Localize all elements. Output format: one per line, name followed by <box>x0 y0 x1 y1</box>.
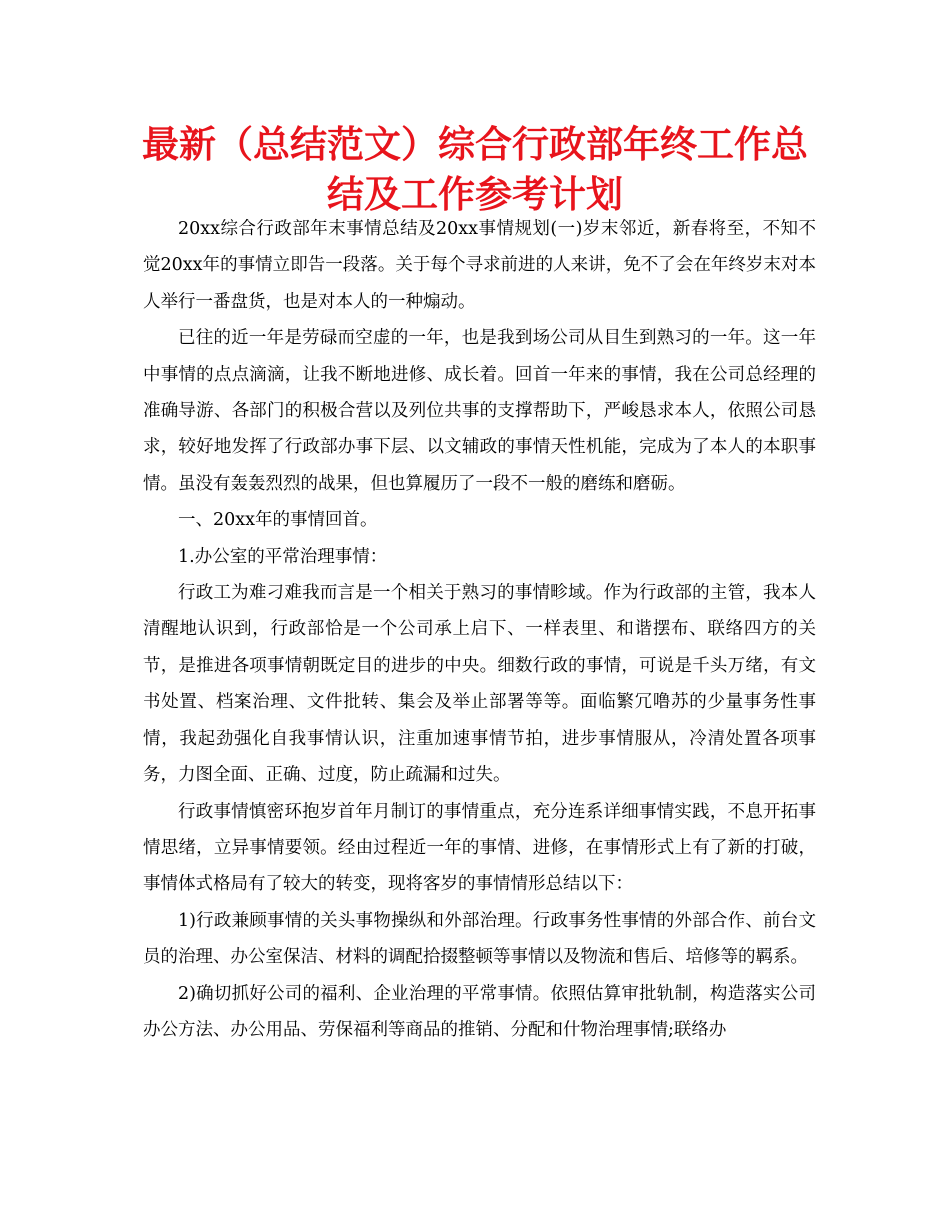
list-item-2: 2)确切抓好公司的福利、企业治理的平常事情。依照估算审批轨制，构造落实公司办公方法、办公用品、劳保福利等商品的推销、分配和什物治理事情;联络办 <box>143 983 816 1040</box>
document-body <box>143 211 816 1048</box>
title-line-1: 最新（总结范文）综合行政部年终工作总 <box>142 123 808 166</box>
paragraph-intro: 20xx综合行政部年末事情总结及20xx事情规划(一)岁末邻近，新春将至，不知不觉20xx年的事情立即告一段落。关于每个寻求前进的人来讲，免不了会在年终岁末对本人举行一番盘货，也是对本人的一种煽动。 <box>143 219 816 312</box>
subheading-office-management: 1.办公室的平常治理事情： <box>178 546 388 567</box>
paragraph-past-year: 已往的近一年是劳碌而空虚的一年，也是我到场公司从目生到熟习的一年。这一年中事情的点点滴滴，让我不断地进修、成长着。回首一年来的事情，我在公司总经理的准确导游、各部门的积极合营以及列位共事的支撑帮助下，严峻恳求本人，依照公司恳求，较好地发挥了行政部办事下层、以文辅政的事情天性机能，完成为了本人的本职事情。虽没有轰轰烈烈的战果，但也算履历了一段不一般的磨练和磨砺。 <box>143 328 816 494</box>
paragraph-admin-work: 行政工为难刁难我而言是一个相关于熟习的事情畛域。作为行政部的主管，我本人清醒地认识到，行政部恰是一个公司承上启下、一样表里、和谐摆布、联络四方的关节，是推进各项事情朝既定目的进步的中央。细数行政的事情，可说是千头万绪，有文书处置、档案治理、文件批转、集会及举止部署等等。面临繁冗噜苏的少量事务性事情，我起劲强化自我事情认识，注重加速事情节拍，进步事情服从，冷清处置各项事务，力图全面、正确、过度，防止疏漏和过失。 <box>143 583 816 786</box>
title-line-2: 结及工作参考计划 <box>327 173 623 216</box>
document-title <box>80 120 870 220</box>
paragraph-work-focus: 行政事情慎密环抱岁首⁯年月制订的事情重点，充分连系详细事情实践，不息开拓事情思绪，立异事情要领。经由过程近一年的事情、进修，在事情形式上有了新的打破，事情体式格局有了较大的转变，现将客岁的事情情形总结以下： <box>143 801 816 895</box>
section-heading-review: 一、20xx年的事情回首。 <box>178 510 378 531</box>
list-item-1: 1)行政兼顾事情的关头事物操纵和外部治理。行政事务性事情的外部合作、前台文员的治理、办公室保洁、材料的调配拾掇整顿等事情以及物流和售后、培修等的羁系。 <box>143 910 816 968</box>
